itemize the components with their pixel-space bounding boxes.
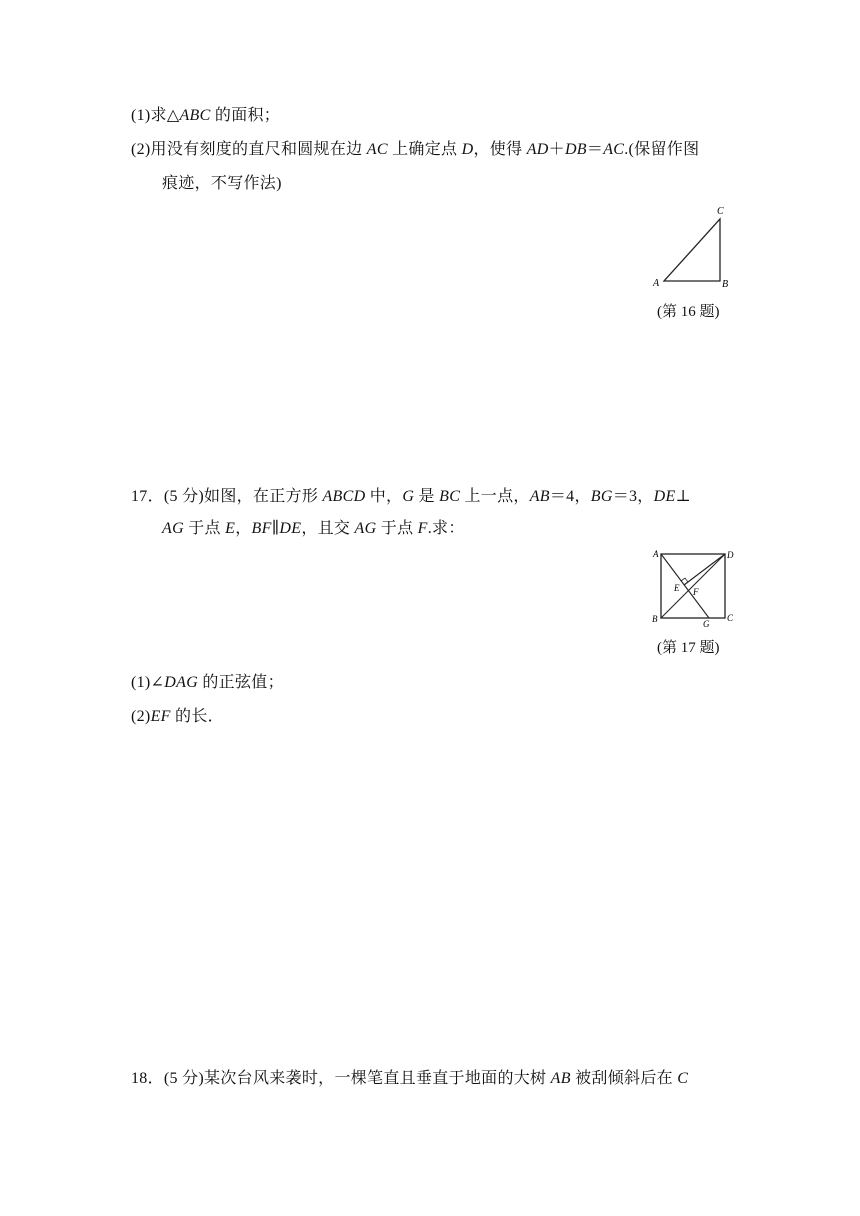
q17-caption: (第 17 题) <box>657 640 720 656</box>
q16-part2-line2: 痕迹，不写作法) <box>162 175 282 192</box>
q16-caption: (第 16 题) <box>657 304 720 320</box>
segment-de <box>684 554 725 585</box>
q17-line1: 17．(5 分)如图，在正方形 ABCD 中，G 是 BC 上一点，AB＝4，BG＝3，DE⊥ <box>131 488 691 505</box>
label-b: B <box>722 279 729 290</box>
q18-line1: 18．(5 分)某次台风来袭时，一棵笔直且垂直于地面的大树 AB 被刮倾斜后在 C <box>131 1070 689 1087</box>
label-e: E <box>674 583 680 593</box>
q17-part2: (2)EF 的长． <box>131 708 224 725</box>
label-d: D <box>727 550 734 560</box>
label-a: A <box>653 549 659 559</box>
q16-part1: (1)求△ABC 的面积； <box>131 107 281 124</box>
q16-triangle-figure <box>648 200 738 292</box>
q17-square-figure <box>648 546 738 628</box>
label-g: G <box>703 619 710 628</box>
label-f: F <box>693 587 699 597</box>
label-c: C <box>727 613 734 623</box>
label-a: A <box>653 278 660 289</box>
q17-line2: AG 于点 E，BF∥DE，且交 AG 于点 F.求： <box>162 520 465 537</box>
label-c: C <box>717 206 724 217</box>
segment-ag <box>661 554 709 618</box>
segment-bd <box>661 554 725 618</box>
q17-part1: (1)∠DAG 的正弦值； <box>131 674 284 691</box>
label-b: B <box>652 614 658 624</box>
triangle-abc <box>664 219 720 281</box>
q16-part2-line1: (2)用没有刻度的直尺和圆规在边 AC 上确定点 D，使得 AD＋DB＝AC.(保留作图 <box>131 141 700 158</box>
